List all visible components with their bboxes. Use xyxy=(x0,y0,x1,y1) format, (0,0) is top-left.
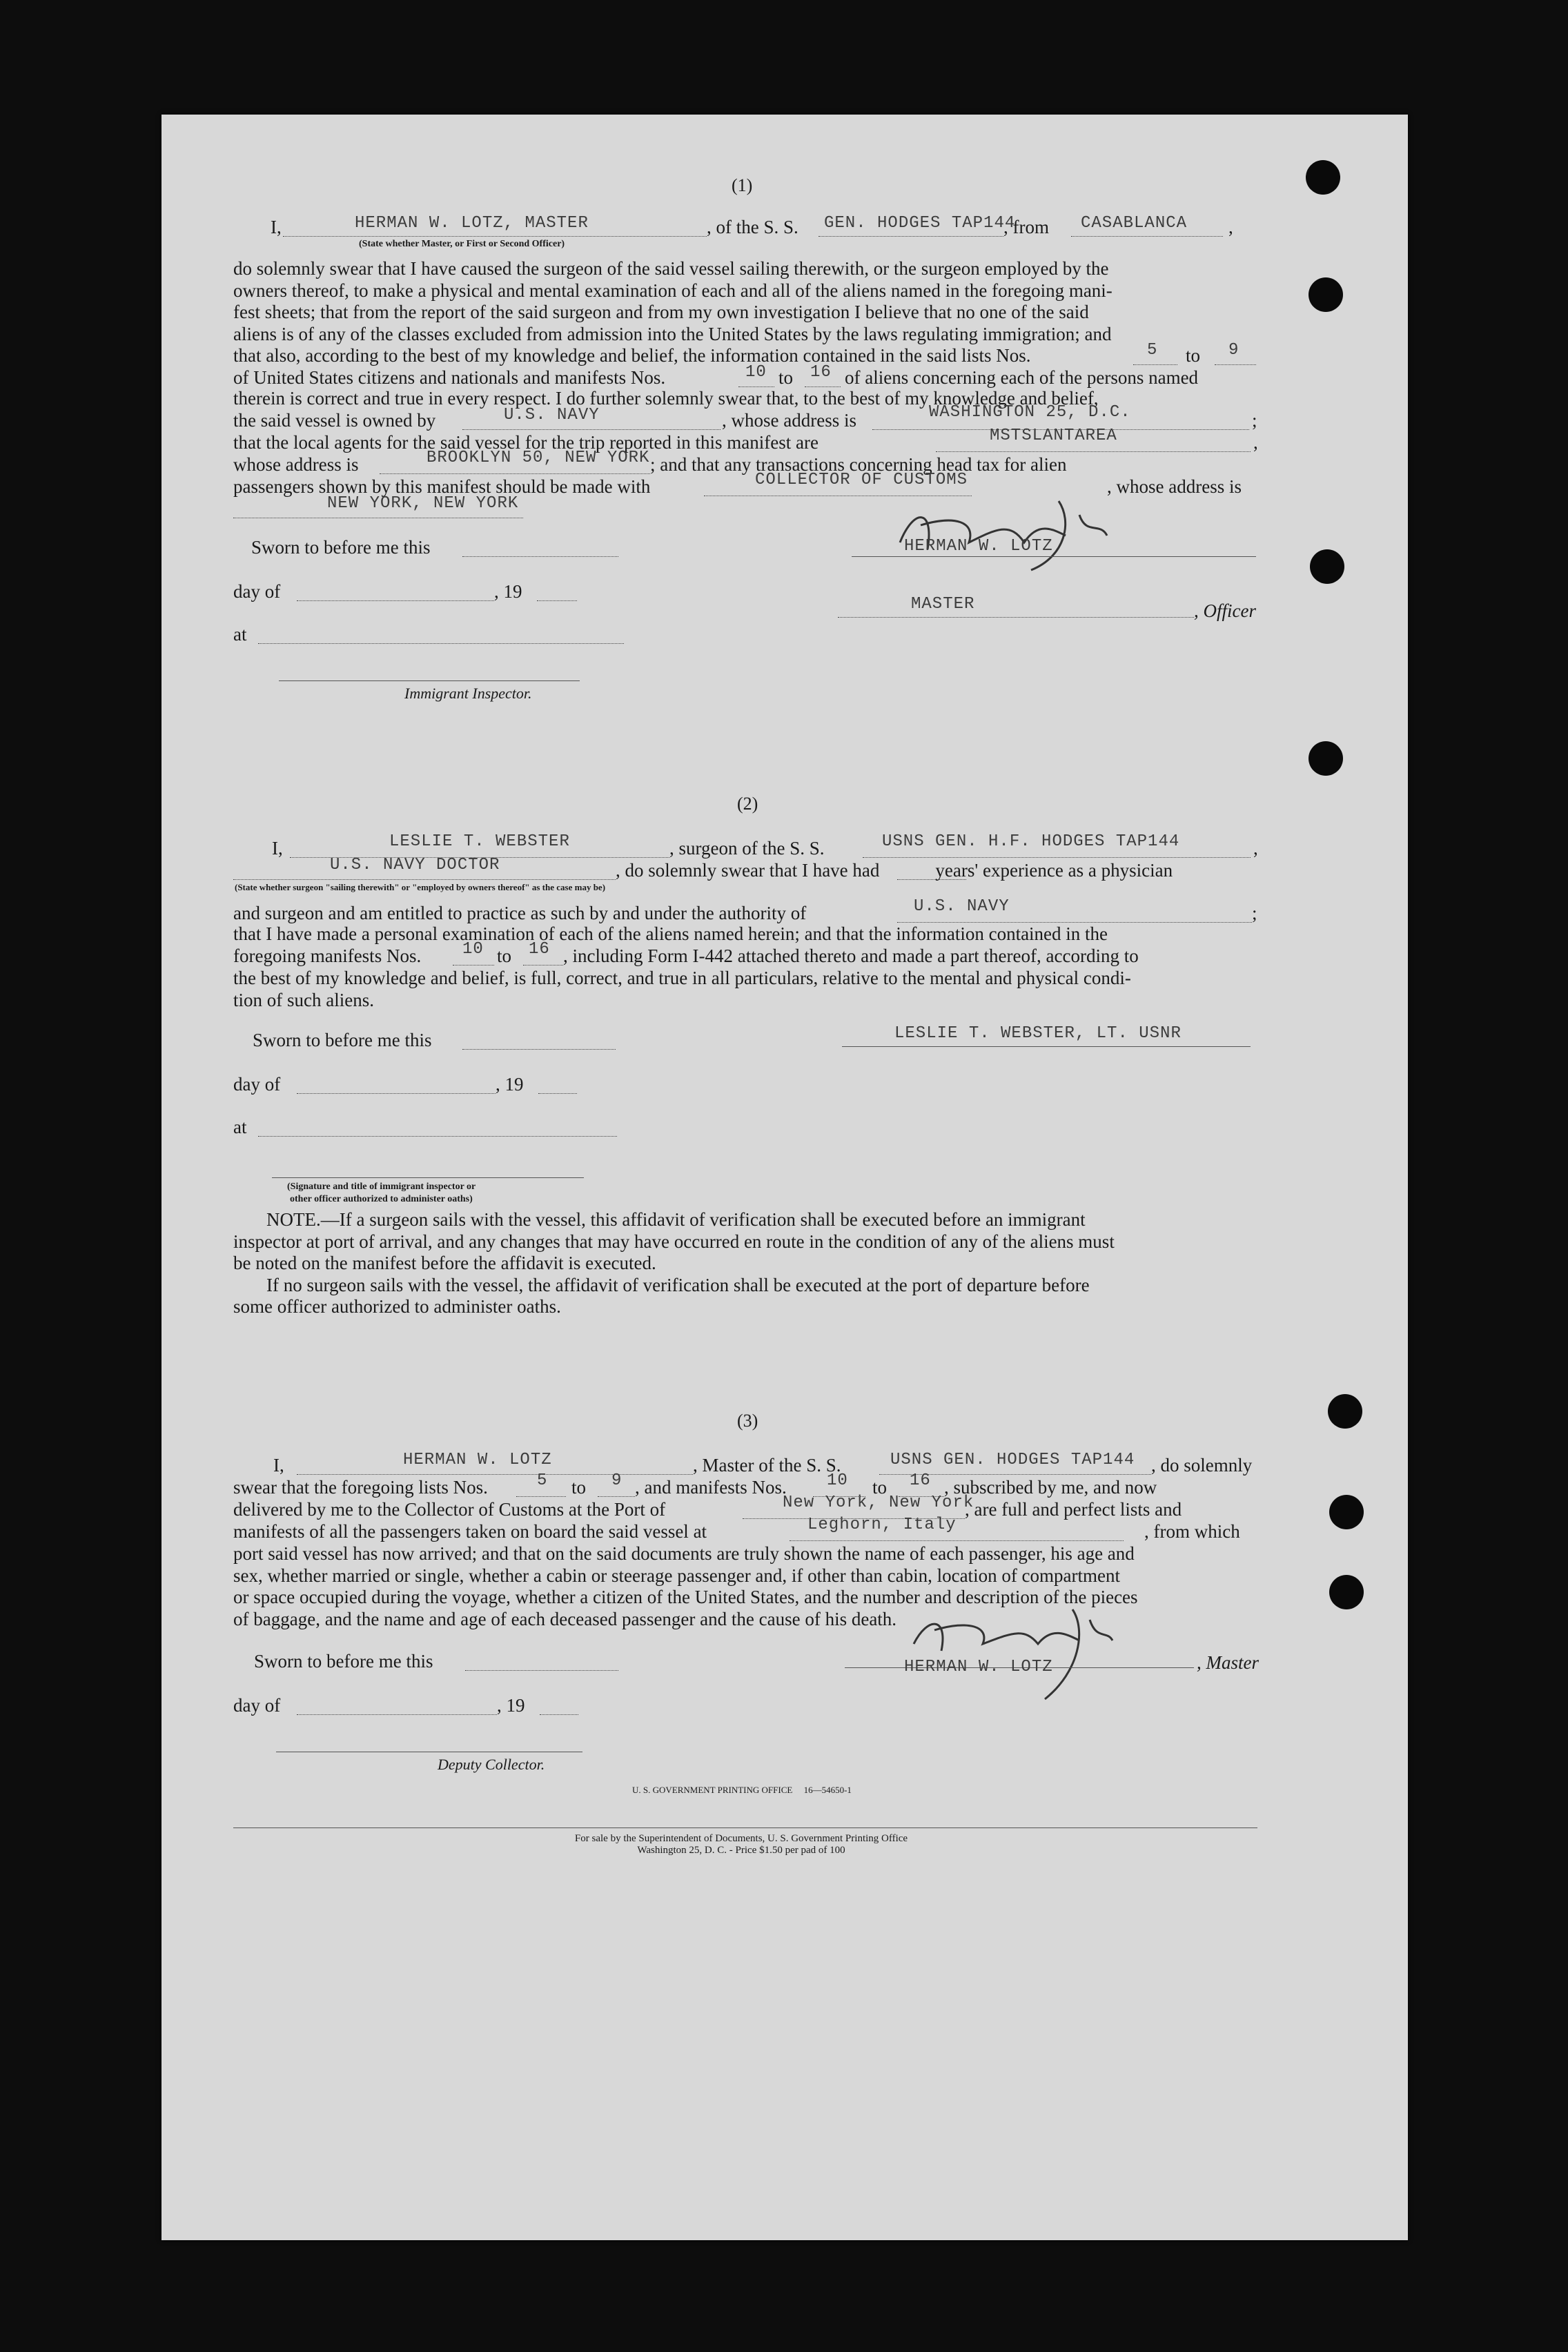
punch-hole xyxy=(1310,549,1344,584)
head-tax-label: ; and that any transactions concerning head tax for alien xyxy=(650,454,1067,475)
punch-hole xyxy=(1329,1575,1364,1609)
oath-line: fest sheets; that from the report of the said surgeon and from my own investigation I believe that no one of the said xyxy=(233,302,1089,323)
lists-from-line xyxy=(1133,364,1177,365)
surgeon-type-field: U.S. NAVY DOCTOR xyxy=(330,856,500,874)
comma: , xyxy=(1228,217,1233,237)
authority-field: U.S. NAVY xyxy=(914,897,1010,916)
manifests-from-line xyxy=(453,965,494,966)
manifests-to-line xyxy=(805,386,841,387)
collector-caption: Deputy Collector. xyxy=(438,1756,545,1773)
inspector-line xyxy=(279,680,580,681)
sale-note xyxy=(465,1833,1017,1856)
master-typed-name-1: HERMAN W. LOTZ xyxy=(904,537,1053,556)
manifests-label: manifests of all the passengers taken on board the said vessel at xyxy=(233,1521,707,1542)
day-of-label: day of xyxy=(233,1074,281,1095)
oath-i: I, xyxy=(273,1455,284,1476)
sworn-label: Sworn to before me this xyxy=(253,1030,432,1050)
master-name-line xyxy=(297,1474,693,1475)
of-ss-label: , of the S. S. xyxy=(707,217,798,237)
lists-from-line xyxy=(516,1496,566,1497)
delivered-label: delivered by me to the Collector of Customs at the Port of xyxy=(233,1499,666,1520)
oath-i: I, xyxy=(271,217,282,237)
manifests-to: 16 xyxy=(910,1471,931,1490)
note-block xyxy=(233,1209,1255,1318)
manifests-from: 10 xyxy=(462,940,484,959)
master-signature-3 xyxy=(907,1603,1114,1706)
oath-line: of baggage, and the name and age of each deceased passenger and the cause of his death. xyxy=(233,1608,897,1629)
day-of-label: day of xyxy=(233,1695,281,1716)
master-name-field: HERMAN W. LOTZ, MASTER xyxy=(355,214,589,233)
lists-to: 9 xyxy=(1228,341,1239,360)
day-line xyxy=(297,1714,497,1715)
authority-line xyxy=(897,922,1252,923)
manifests-text-b: of aliens concerning each of the persons named xyxy=(845,367,1199,388)
manifests-to-line xyxy=(523,965,563,966)
sale-line: Washington 25, D. C. - Price $1.50 per pad of 100 xyxy=(637,1845,845,1856)
owner-field: U.S. NAVY xyxy=(504,406,600,424)
lists-to: 9 xyxy=(611,1471,623,1490)
owner-address-field: WASHINGTON 25, D.C. xyxy=(929,403,1131,422)
vessel-field: USNS GEN. H.F. HODGES TAP144 xyxy=(882,832,1180,851)
at-label: at xyxy=(233,624,247,645)
subscribed-label: , subscribed by me, and now xyxy=(944,1477,1157,1498)
vessel-field: USNS GEN. HODGES TAP144 xyxy=(890,1451,1135,1469)
year-line xyxy=(537,600,577,601)
comma: , xyxy=(1253,838,1258,859)
year-label: , 19 xyxy=(494,581,522,602)
year-line xyxy=(540,1714,578,1715)
manifests-from: 10 xyxy=(827,1471,848,1490)
owner-line xyxy=(462,429,721,430)
master-title-1: MASTER xyxy=(911,595,975,614)
manifests-to: 16 xyxy=(529,940,550,959)
at-line xyxy=(258,1136,617,1137)
oath-line: port said vessel has now arrived; and that on the said documents are truly shown the name of each passenger, his age and xyxy=(233,1543,1135,1564)
note-line: NOTE.—If a surgeon sails with the vessel, this affidavit of verification shall be executed before an immigrant xyxy=(266,1209,1086,1230)
master-typed-name-3: HERMAN W. LOTZ xyxy=(904,1658,1053,1676)
sworn-line xyxy=(462,1049,616,1050)
day-line xyxy=(297,1093,496,1094)
section-3-heading: (3) xyxy=(737,1411,758,1431)
printing-office: U. S. GOVERNMENT PRINTING OFFICE 16—54650-1 xyxy=(632,1785,852,1795)
section-1-heading: (1) xyxy=(732,175,753,195)
footer-rule xyxy=(233,1827,1257,1828)
caption-sig-2: other officer authorized to administer oaths) xyxy=(290,1194,473,1204)
correct-line: therein is correct and true in every respect. I do further solemnly swear that, to the best of my knowledge and belief, xyxy=(233,388,1099,409)
to-label: to xyxy=(1186,345,1201,366)
manifests-text-b: , including Form I-442 attached thereto and made a part thereof, according to xyxy=(563,945,1139,966)
agents-field: MSTSLANTAREA xyxy=(990,427,1117,445)
manifests-text: foregoing manifests Nos. xyxy=(233,945,422,966)
full-lists-label: , are full and perfect lists and xyxy=(965,1499,1182,1520)
semicolon: ; xyxy=(1252,903,1257,923)
year-line xyxy=(538,1093,577,1094)
oath-i: I, xyxy=(272,838,283,859)
officer-label: , Officer xyxy=(1194,600,1256,621)
master-title-label: , Master xyxy=(1197,1652,1259,1673)
manifests-from: 10 xyxy=(745,363,767,382)
manifests-from-line xyxy=(738,386,774,387)
master-signature-1 xyxy=(893,494,1114,577)
comma: , xyxy=(1253,432,1258,453)
years-line xyxy=(897,879,966,880)
surgeon-sig-line xyxy=(842,1046,1251,1047)
boarding-port-line xyxy=(790,1540,1124,1541)
agents-address-field: BROOKLYN 50, NEW YORK xyxy=(427,449,650,467)
sworn-label: Sworn to before me this xyxy=(254,1651,433,1672)
best-line: the best of my knowledge and belief, is full, correct, and true in all particulars, relative to the mental and physical condi- tion of such aliens. xyxy=(233,968,1131,1010)
lists-from: 5 xyxy=(537,1471,548,1490)
manifest-page xyxy=(161,115,1408,2240)
authority-label: and surgeon and am entitled to practice as such by and under the authority of xyxy=(233,903,807,923)
oath-body xyxy=(233,258,1255,345)
collector-label: passengers shown by this manifest should be made with xyxy=(233,476,651,497)
semicolon: ; xyxy=(1252,410,1257,431)
from-port-field: CASABLANCA xyxy=(1081,214,1188,233)
to-label: to xyxy=(778,367,794,388)
collector-address-field: NEW YORK, NEW YORK xyxy=(327,494,519,513)
owned-by-label: the said vessel is owned by xyxy=(233,410,436,431)
lists-to-line xyxy=(598,1496,635,1497)
agents-address-label: whose address is xyxy=(233,454,359,475)
punch-hole xyxy=(1328,1394,1362,1429)
punch-hole xyxy=(1329,1495,1364,1529)
from-label: , from xyxy=(1003,217,1049,237)
caption-master: (State whether Master, or First or Second Officer) xyxy=(359,239,565,249)
exam-line: that I have made a personal examination of each of the aliens named herein; and that the information contained in the xyxy=(233,923,1108,944)
agents-label: that the local agents for the said vessel for the trip reported in this manifest are xyxy=(233,432,819,453)
agents-line xyxy=(936,451,1251,452)
year-label: , 19 xyxy=(497,1695,525,1716)
owner-address-label: , whose address is xyxy=(722,410,856,431)
surgeon-of-label: , surgeon of the S. S. xyxy=(669,838,825,859)
years-text: , do solemnly swear that I have had years' experience as a physician xyxy=(616,860,1173,881)
port-field: New York, New York xyxy=(783,1493,974,1512)
oath-line: owners thereof, to make a physical and mental examination of each and all of the aliens named in the foregoing mani- xyxy=(233,280,1113,301)
from-which-label: , from which xyxy=(1144,1521,1240,1542)
boarding-port-field: Leghorn, Italy xyxy=(807,1516,957,1534)
master-name-line xyxy=(283,236,707,237)
punch-hole xyxy=(1309,277,1343,312)
oath-line: or space occupied during the voyage, whether a citizen of the United States, and the number and description of the pieces xyxy=(233,1587,1138,1608)
note-line: some officer authorized to administer oaths. xyxy=(233,1296,561,1317)
oath-line: sex, whether married or single, whether a cabin or steerage passenger and, if other than cabin, location of compartment xyxy=(233,1565,1121,1586)
manifests-text: of United States citizens and nationals and manifests Nos. xyxy=(233,367,666,388)
punch-hole xyxy=(1309,741,1343,776)
sale-line: For sale by the Superintendent of Documents, U. S. Government Printing Office xyxy=(574,1833,908,1844)
lists-from: 5 xyxy=(1147,341,1158,360)
note-line: be noted on the manifest before the affidavit is executed. xyxy=(233,1253,656,1274)
lists-text: that also, according to the best of my knowledge and belief, the information contained in the said lists Nos. xyxy=(233,345,1031,366)
solemnly-label: , do solemnly xyxy=(1151,1455,1253,1476)
lists-to-line xyxy=(1215,364,1256,365)
at-line xyxy=(258,643,624,644)
vessel-line xyxy=(819,236,1003,237)
surgeon-name-field: LESLIE T. WEBSTER xyxy=(389,832,570,851)
oath-line: do solemnly swear that I have caused the surgeon of the said vessel sailing therewith, or the surgeon employed by the xyxy=(233,258,1109,279)
section-2-heading: (2) xyxy=(737,794,758,814)
collector-field: COLLECTOR OF CUSTOMS xyxy=(755,471,968,489)
inspector-caption: Immigrant Inspector. xyxy=(404,685,532,702)
to-label: to xyxy=(571,1477,587,1498)
officer-sig-line xyxy=(272,1177,584,1178)
from-port-line xyxy=(1071,236,1223,237)
note-line: If no surgeon sails with the vessel, the affidavit of verification shall be executed at the port of departure before xyxy=(266,1274,1090,1295)
vessel-line xyxy=(863,857,1251,858)
at-label: at xyxy=(233,1117,247,1137)
surgeon-signature-typed: LESLIE T. WEBSTER, LT. USNR xyxy=(894,1024,1182,1043)
master-sig-line-1 xyxy=(852,556,1256,557)
year-label: , 19 xyxy=(496,1074,524,1095)
caption-surgeon: (State whether surgeon "sailing therewith" or "employed by owners thereof" as the case may be) xyxy=(235,882,606,892)
sworn-line xyxy=(465,1670,618,1671)
day-line xyxy=(297,600,494,601)
whose-address-label: , whose address is xyxy=(1107,476,1242,497)
swear-label: swear that the foregoing lists Nos. xyxy=(233,1477,488,1498)
note-line: inspector at port of arrival, and any changes that may have occurred en route in the condition of any of the aliens must xyxy=(233,1231,1115,1252)
and-manifests-label: , and manifests Nos. xyxy=(635,1477,787,1498)
officer-line xyxy=(838,617,1194,618)
surgeon-type-line xyxy=(233,879,616,880)
oath-line: aliens is of any of the classes excluded from admission into the United States by the laws regulating immigration; and xyxy=(233,323,1112,344)
master-of-label: , Master of the S. S. xyxy=(693,1455,841,1476)
caption-sig-1: (Signature and title of immigrant inspector or xyxy=(287,1182,476,1192)
agents-address-line xyxy=(380,473,650,474)
to-label: to xyxy=(497,945,512,966)
vessel-field: GEN. HODGES TAP144 xyxy=(824,214,1016,233)
punch-hole xyxy=(1306,160,1340,195)
to-label: to xyxy=(872,1477,888,1498)
manifests-to: 16 xyxy=(810,363,832,382)
sworn-label: Sworn to before me this xyxy=(251,537,431,558)
sworn-line xyxy=(462,556,618,557)
day-of-label: day of xyxy=(233,581,281,602)
master-name-field: HERMAN W. LOTZ xyxy=(403,1451,552,1469)
